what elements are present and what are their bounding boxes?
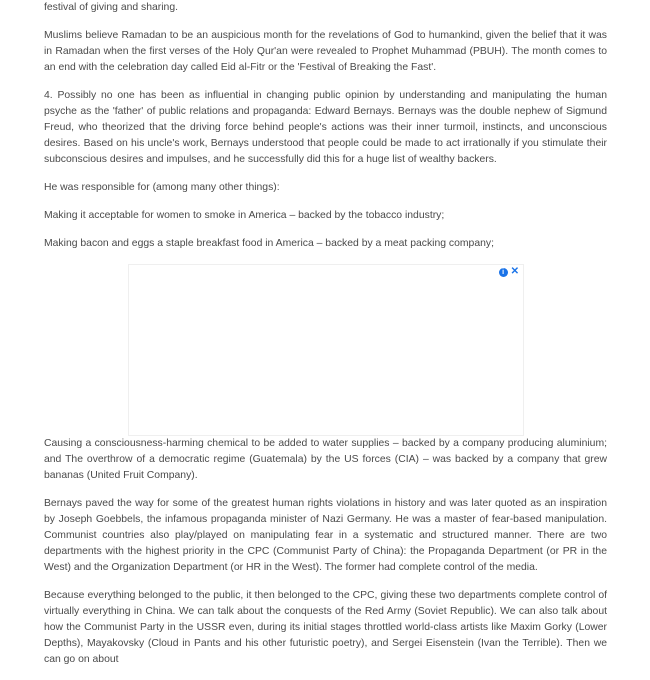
close-icon[interactable]: ✕ (510, 266, 519, 277)
ad-controls (499, 267, 519, 277)
article-body (44, 0, 607, 680)
paragraph: Muslims believe Ramadan to be an auspicious month for the revelations of God to humankind, given the belief that it was in Ramadan when the first verses of the Holy Qur'an were revealed to Prophet Muhammad (PBUH). The month comes to an end with the celebration day called Eid al-Fitr or the 'Festival of Breaking the Fast'. (44, 30, 607, 73)
ad-slot[interactable] (128, 264, 524, 436)
paragraph: festival of giving and sharing. (44, 2, 179, 13)
paragraph: Bernays paved the way for some of the greatest human rights violations in history and was later quoted as an inspiration by Joseph Goebbels, the infamous propaganda minister of Nazi Germany. He was a master of fear-based manipulation. Communist countries also play/played on manipulating fear in a systematic and structured manner. There are two departments with the highest priority in the CPC (Communist Party of China): the Propaganda Department (or PR in the West) and the Organization Department (or HR in the West). The former had complete control of the media. (44, 498, 607, 573)
info-icon[interactable]: i (499, 268, 508, 277)
paragraph: Because everything belonged to the public, it then belonged to the CPC, giving these two departments complete control of virtually everything in China. We can talk about the conquests of the Red Army (Soviet Republic). We can also talk about how the Communist Party in the USSR even, during its initial stages throttled world-class artists like Maxim Gorky (Lower Depths), Mayakovsky (Cloud in Pants and his other futuristic poetry), and Sergei Eisenstein (Ivan the Terrible). Then we can go on about (44, 590, 607, 665)
paragraph: 4. Possibly no one has been as influential in changing public opinion by understanding and manipulating the human psyche as the 'father' of public relations and propaganda: Edward Bernays. Bernays was the double nephew of Sigmund Freud, who theorized that the driving force behind people's actions was their inner turmoil, instincts, and unconscious desires. Based on his uncle's work, Bernays understood that people could be made to act irrationally if you stimulate their subconscious desires and impulses, and he successfully did this for a huge list of wealthy backers. (44, 90, 607, 165)
paragraph: Making it acceptable for women to smoke in America – backed by the tobacco industry; (44, 210, 445, 221)
paragraph: Making bacon and eggs a staple breakfast food in America – backed by a meat packing company; (44, 238, 494, 249)
paragraph: He was responsible for (among many other things): (44, 182, 280, 193)
paragraph: Causing a consciousness-harming chemical to be added to water supplies – backed by a company producing aluminium; and The overthrow of a democratic regime (Guatemala) by the US forces (CIA) – was backed by a company that grew bananas (United Fruit Company). (44, 438, 607, 481)
